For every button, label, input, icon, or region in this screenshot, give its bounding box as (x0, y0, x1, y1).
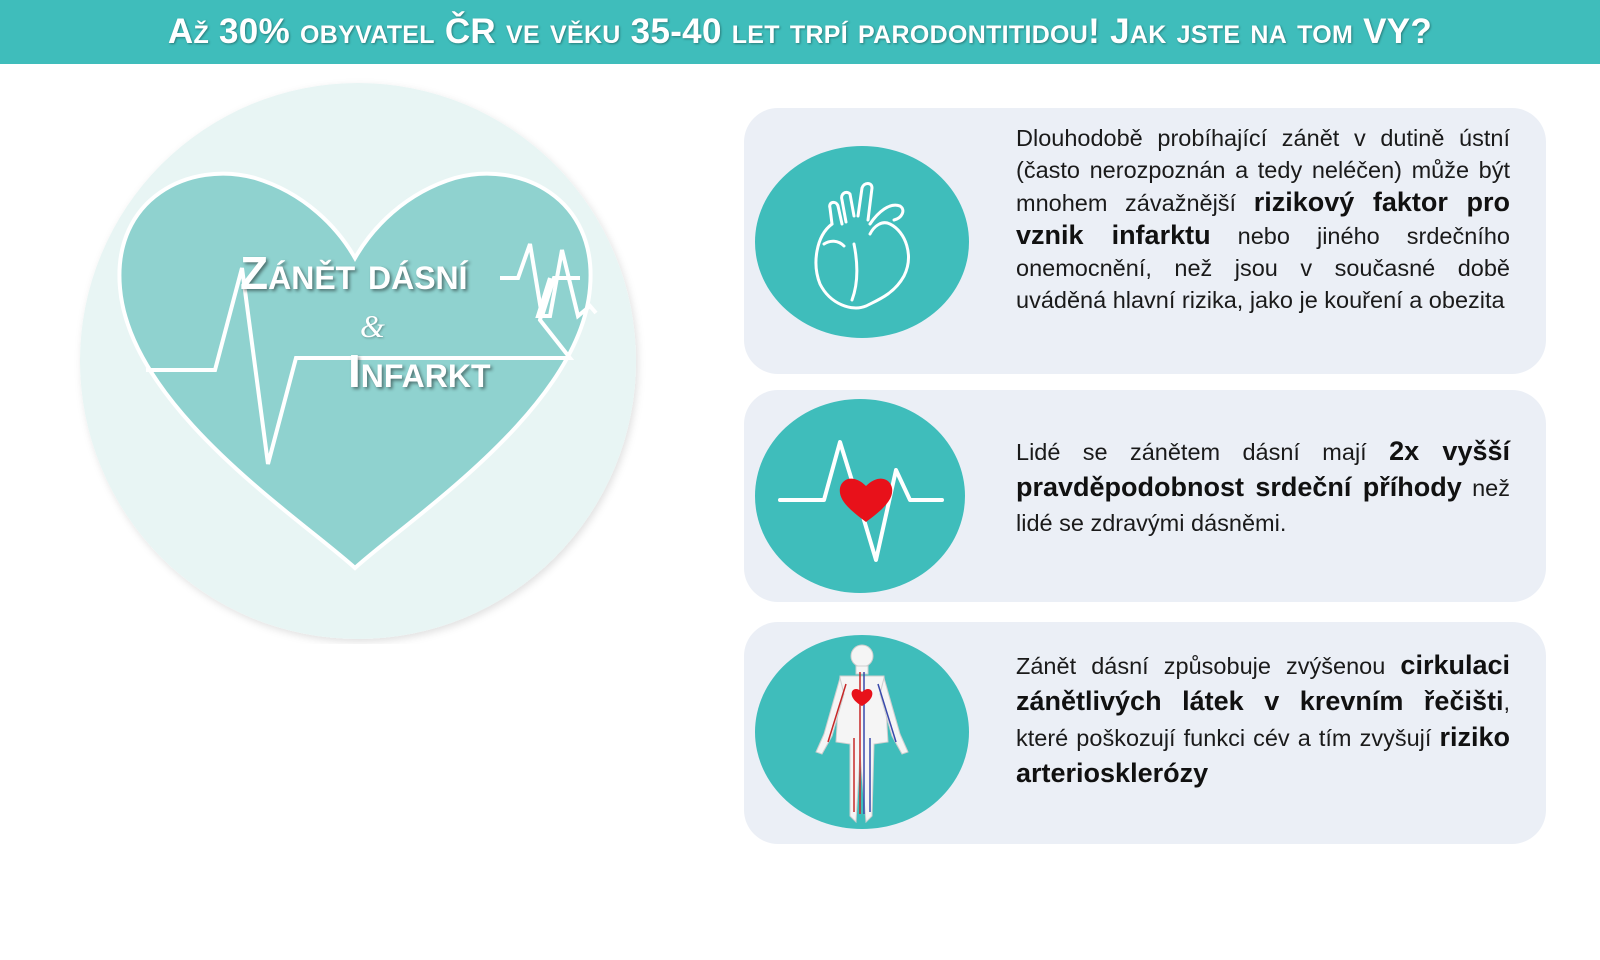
banner-title: Až 30% obyvatel ČR ve věku 35-40 let trpí parodontitidou! Jak jste na tom VY? (167, 12, 1433, 51)
info-card-2 (744, 390, 1546, 602)
hero-title-line2: Infarkt (348, 345, 491, 397)
circulatory-system-icon (754, 634, 970, 830)
info-card-1 (744, 108, 1546, 374)
heartbeat-icon (754, 398, 966, 594)
card-1-text: Dlouhodobě probíhající zánět v dutině ústní (často nerozpoznán a tedy neléčen) může být mnohem závažnější rizikový faktor pro vznik infarktu nebo jiného srdečního onemocnění, než jsou v současné době uváděná hlavní rizika, jako je kouření a obezita (1016, 125, 1510, 313)
card-3-highlight-1: cirkulaci zánětlivých látek v krevním řečišti (1016, 650, 1510, 716)
card-2-highlight: 2x vyšší pravděpodobnost srdeční příhody (1016, 436, 1510, 502)
card-3-highlight-2: riziko arteriosklerózy (1016, 722, 1510, 788)
hero-graphic (70, 78, 650, 644)
hero-title-line1: Zánět dásní (240, 247, 468, 299)
card-2-text: Lidé se zánětem dásní mají 2x vyšší pravděpodobnost srdeční příhody než lidé se zdravými dásněmi. (1016, 436, 1510, 536)
hero-ampersand: & (360, 308, 385, 344)
card-3-text: Zánět dásní způsobuje zvýšenou cirkulaci zánětlivých látek v krevním řečišti, které poškozují funkci cév a tím zvyšují riziko arteriosklerózy (1016, 650, 1510, 788)
card-1-highlight: rizikový faktor pro vznik infarktu (1016, 187, 1510, 250)
heart-organ-icon (754, 144, 970, 340)
info-card-3 (744, 622, 1546, 844)
page-banner (0, 0, 1600, 64)
